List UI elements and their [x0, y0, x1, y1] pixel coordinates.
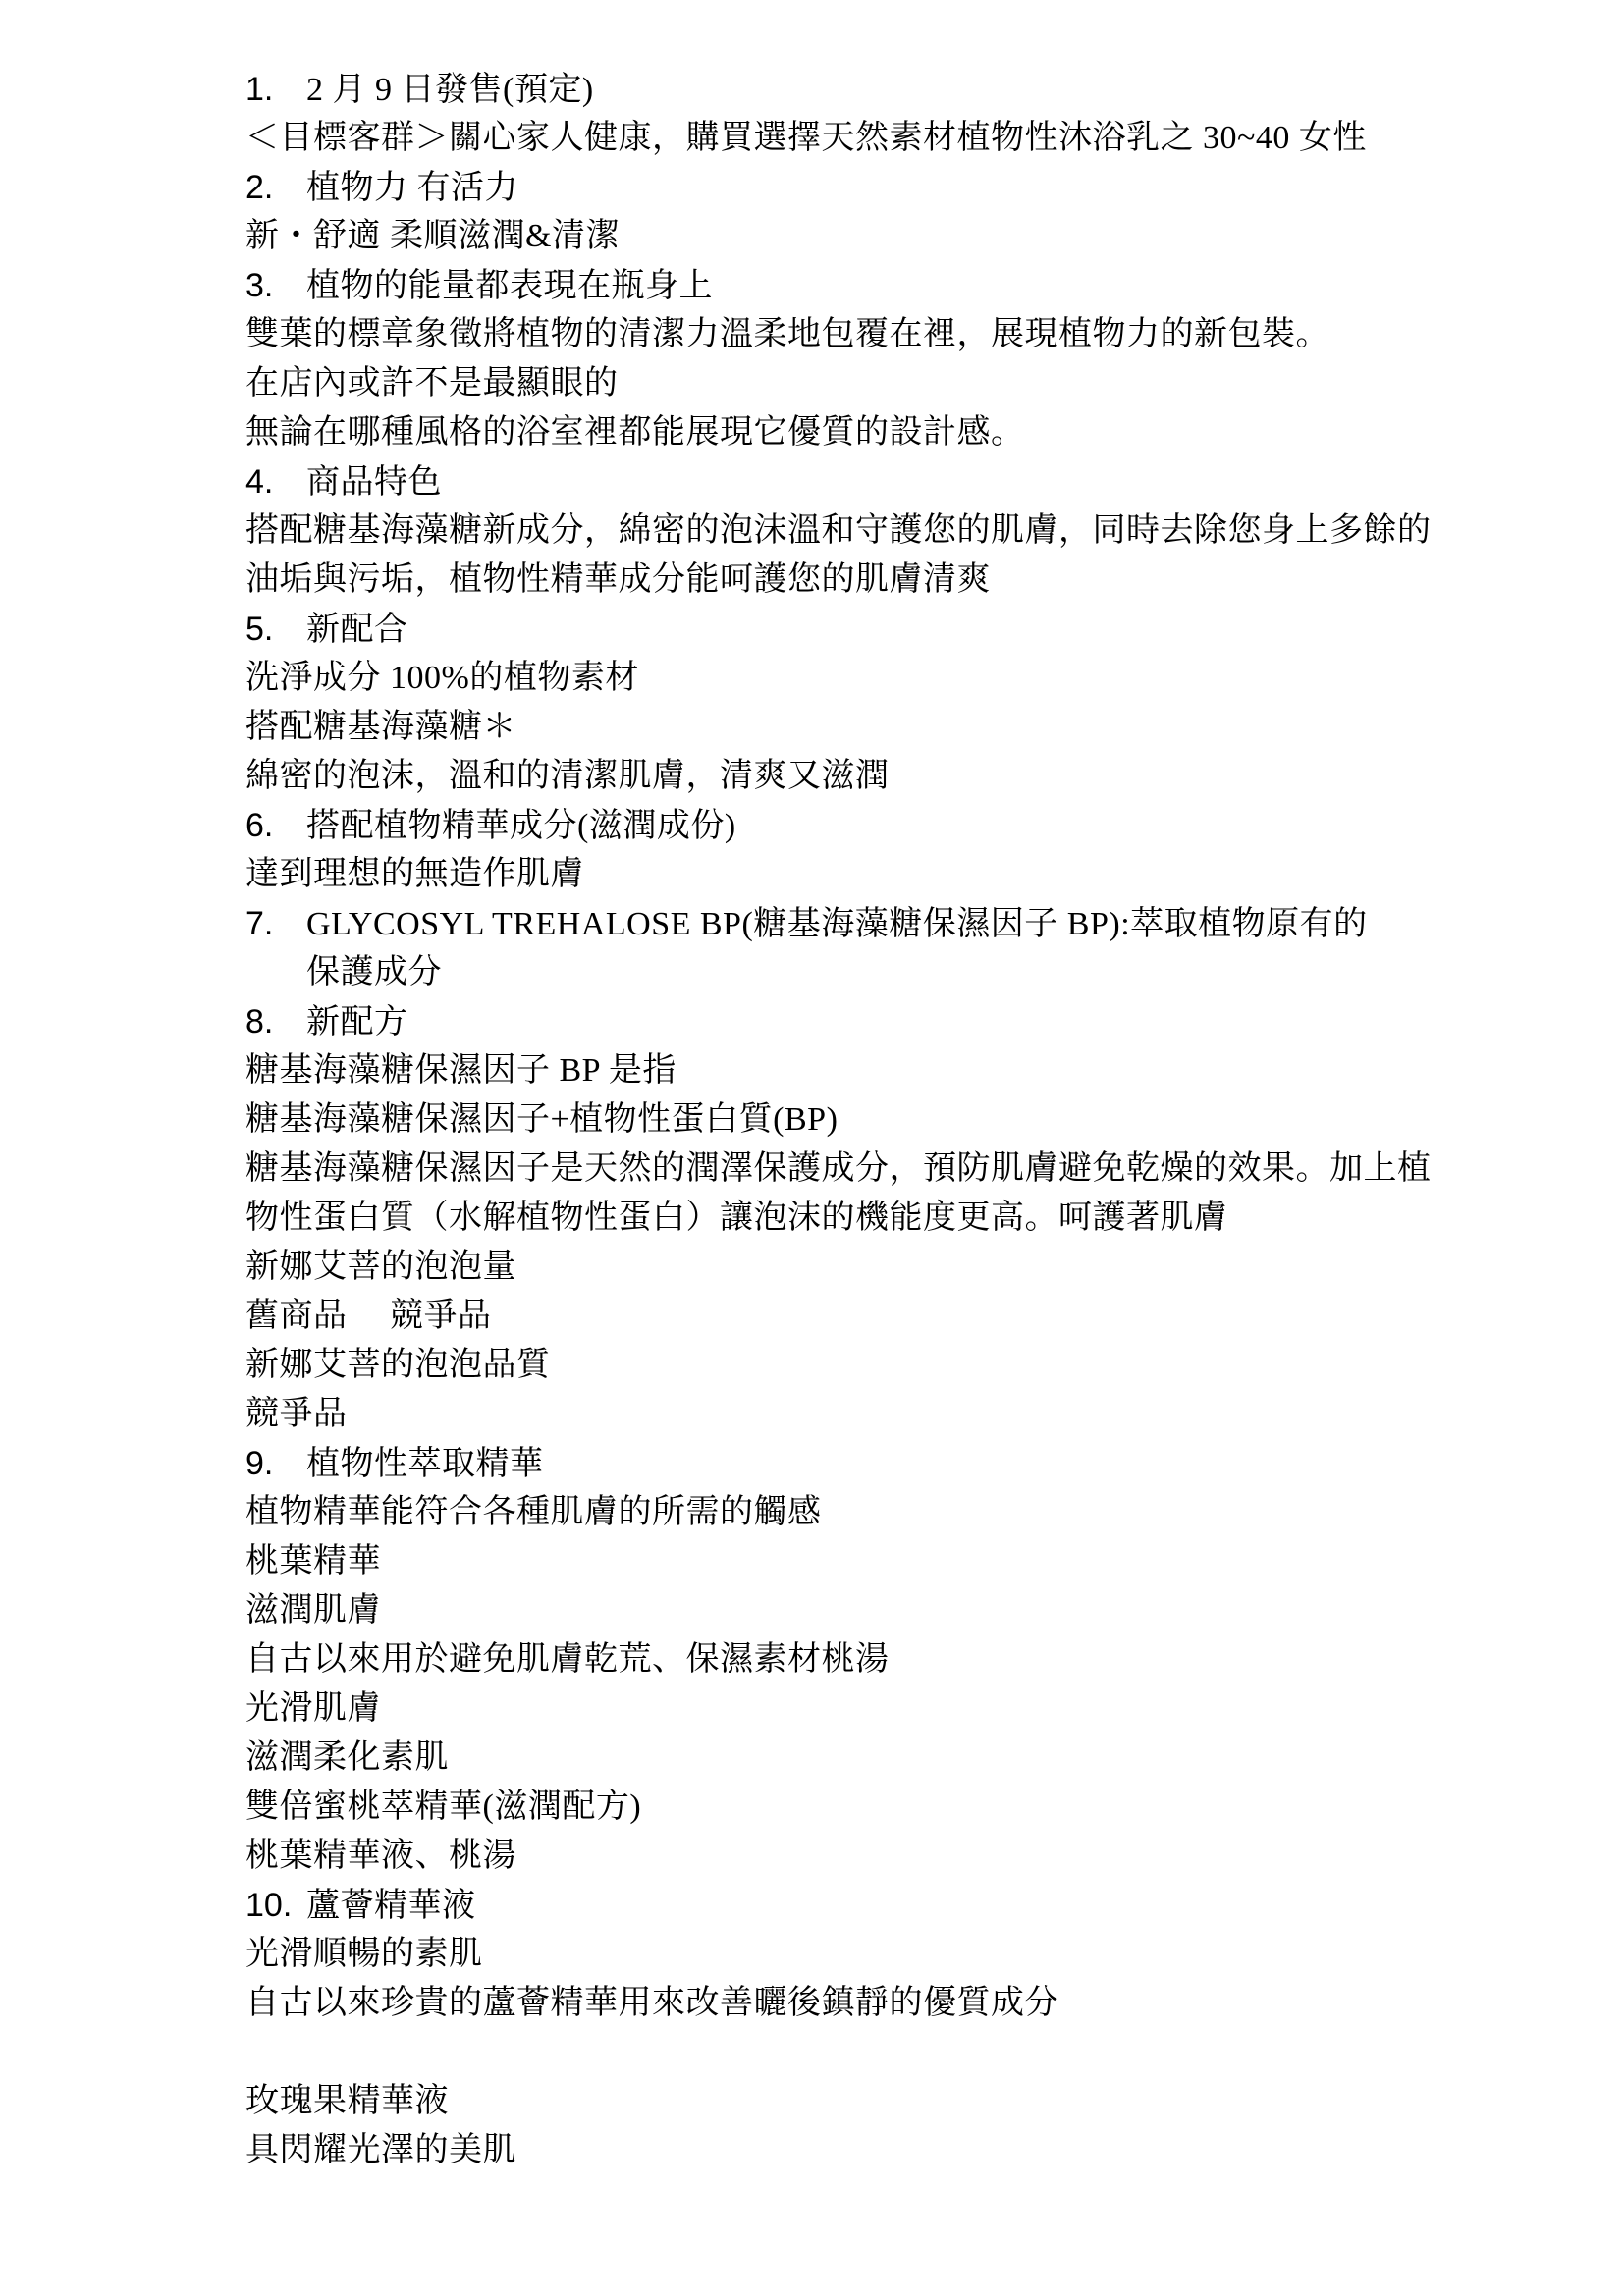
text-line: 滋潤肌膚 [245, 1592, 381, 1629]
list-number: 1. [245, 71, 274, 108]
continuation-line: 保護成分 [306, 954, 442, 990]
line-text: GLYCOSYL TREHALOSE BP(糖基海藻糖保濕因子 BP):萃取植物原有的 [306, 906, 1368, 942]
list-number: 6. [245, 807, 274, 844]
line-text: 植物性萃取精華 [306, 1446, 544, 1482]
text-line: 物性蛋白質（水解植物性蛋白）讓泡沫的機能度更高。呵護著肌膚 [245, 1200, 1228, 1236]
list-number: 4. [245, 463, 274, 501]
text-line: 搭配糖基海藻糖＊ [245, 709, 516, 745]
text-line: 糖基海藻糖保濕因子是天然的潤澤保護成分，預防肌膚避免乾燥的效果。加上植 [245, 1150, 1432, 1187]
numbered-line [245, 997, 1394, 1046]
list-number: 7. [245, 905, 274, 942]
list-number: 10. [245, 1887, 293, 1924]
text-line: 綿密的泡沫，溫和的清潔肌膚，清爽又滋潤 [245, 758, 890, 794]
numbered-line [245, 1439, 1394, 1488]
text-line: 油垢與污垢，植物性精華成分能呵護您的肌膚清爽 [245, 561, 991, 598]
line-text: 植物力 有活力 [306, 170, 518, 206]
list-number: 8. [245, 1003, 274, 1041]
text-line: 新娜艾菩的泡泡量 [245, 1249, 516, 1285]
numbered-line [245, 899, 1394, 948]
line-text: 新配合 [306, 612, 408, 648]
text-line: 競爭品 [245, 1396, 348, 1432]
line-text: 蘆薈精華液 [306, 1888, 476, 1924]
list-number: 3. [245, 267, 274, 304]
text-line: 在店內或許不是最顯眼的 [245, 365, 619, 401]
line-text: 新配方 [306, 1004, 408, 1041]
text-line: 桃葉精華 [245, 1543, 381, 1579]
line-text: 2 月 9 日發售(預定) [306, 72, 594, 108]
list-number: 9. [245, 1445, 274, 1482]
text-line: 新・舒適 柔順滋潤&清潔 [245, 218, 620, 254]
text-line: 植物精華能符合各種肌膚的所需的觸感 [245, 1494, 822, 1530]
text-line: 自古以來用於避免肌膚乾荒、保濕素材桃湯 [245, 1641, 890, 1678]
text-line: 達到理想的無造作肌膚 [245, 856, 584, 892]
text-line: ＜目標客群＞關心家人健康，購買選擇天然素材植物性沐浴乳之 30~40 女性 [245, 120, 1367, 156]
numbered-line [245, 801, 1394, 850]
text-line: 無論在哪種風格的浴室裡都能展現它優質的設計感。 [245, 414, 1025, 451]
text-line: 糖基海藻糖保濕因子+植物性蛋白質(BP) [245, 1101, 839, 1138]
text-line: 具閃耀光澤的美肌 [245, 2132, 516, 2168]
numbered-line [245, 457, 1394, 507]
document-body [245, 65, 1432, 2175]
text-line: 雙倍蜜桃萃精華(滋潤配方) [245, 1789, 642, 1825]
numbered-line [245, 605, 1394, 654]
blank-line [245, 2028, 1394, 2077]
text-line: 舊商品 競爭品 [245, 1298, 492, 1334]
numbered-line [245, 163, 1394, 212]
line-text: 植物的能量都表現在瓶身上 [306, 268, 713, 304]
text-line: 玫瑰果精華液 [245, 2083, 449, 2119]
text-line: 滋潤柔化素肌 [245, 1739, 449, 1776]
numbered-line [245, 1881, 1394, 1930]
line-text: 商品特色 [306, 464, 442, 501]
text-line: 桃葉精華液、桃湯 [245, 1838, 516, 1874]
text-line: 搭配糖基海藻糖新成分，綿密的泡沫溫和守護您的肌膚，同時去除您身上多餘的 [245, 512, 1432, 549]
list-number: 2. [245, 169, 274, 206]
text-line: 自古以來珍貴的蘆薈精華用來改善曬後鎮靜的優質成分 [245, 1985, 1058, 2021]
text-line: 糖基海藻糖保濕因子 BP 是指 [245, 1052, 677, 1089]
text-line: 光滑肌膚 [245, 1690, 381, 1727]
text-line: 洗淨成分 100%的植物素材 [245, 660, 639, 696]
numbered-line [245, 65, 1394, 114]
text-line: 雙葉的標章象徵將植物的清潔力溫柔地包覆在裡，展現植物力的新包裝。 [245, 316, 1329, 352]
line-text: 搭配植物精華成分(滋潤成份) [306, 808, 736, 844]
numbered-line [245, 261, 1394, 310]
text-line: 光滑順暢的素肌 [245, 1936, 483, 1972]
text-line: 新娜艾菩的泡泡品質 [245, 1347, 551, 1383]
list-number: 5. [245, 611, 274, 648]
